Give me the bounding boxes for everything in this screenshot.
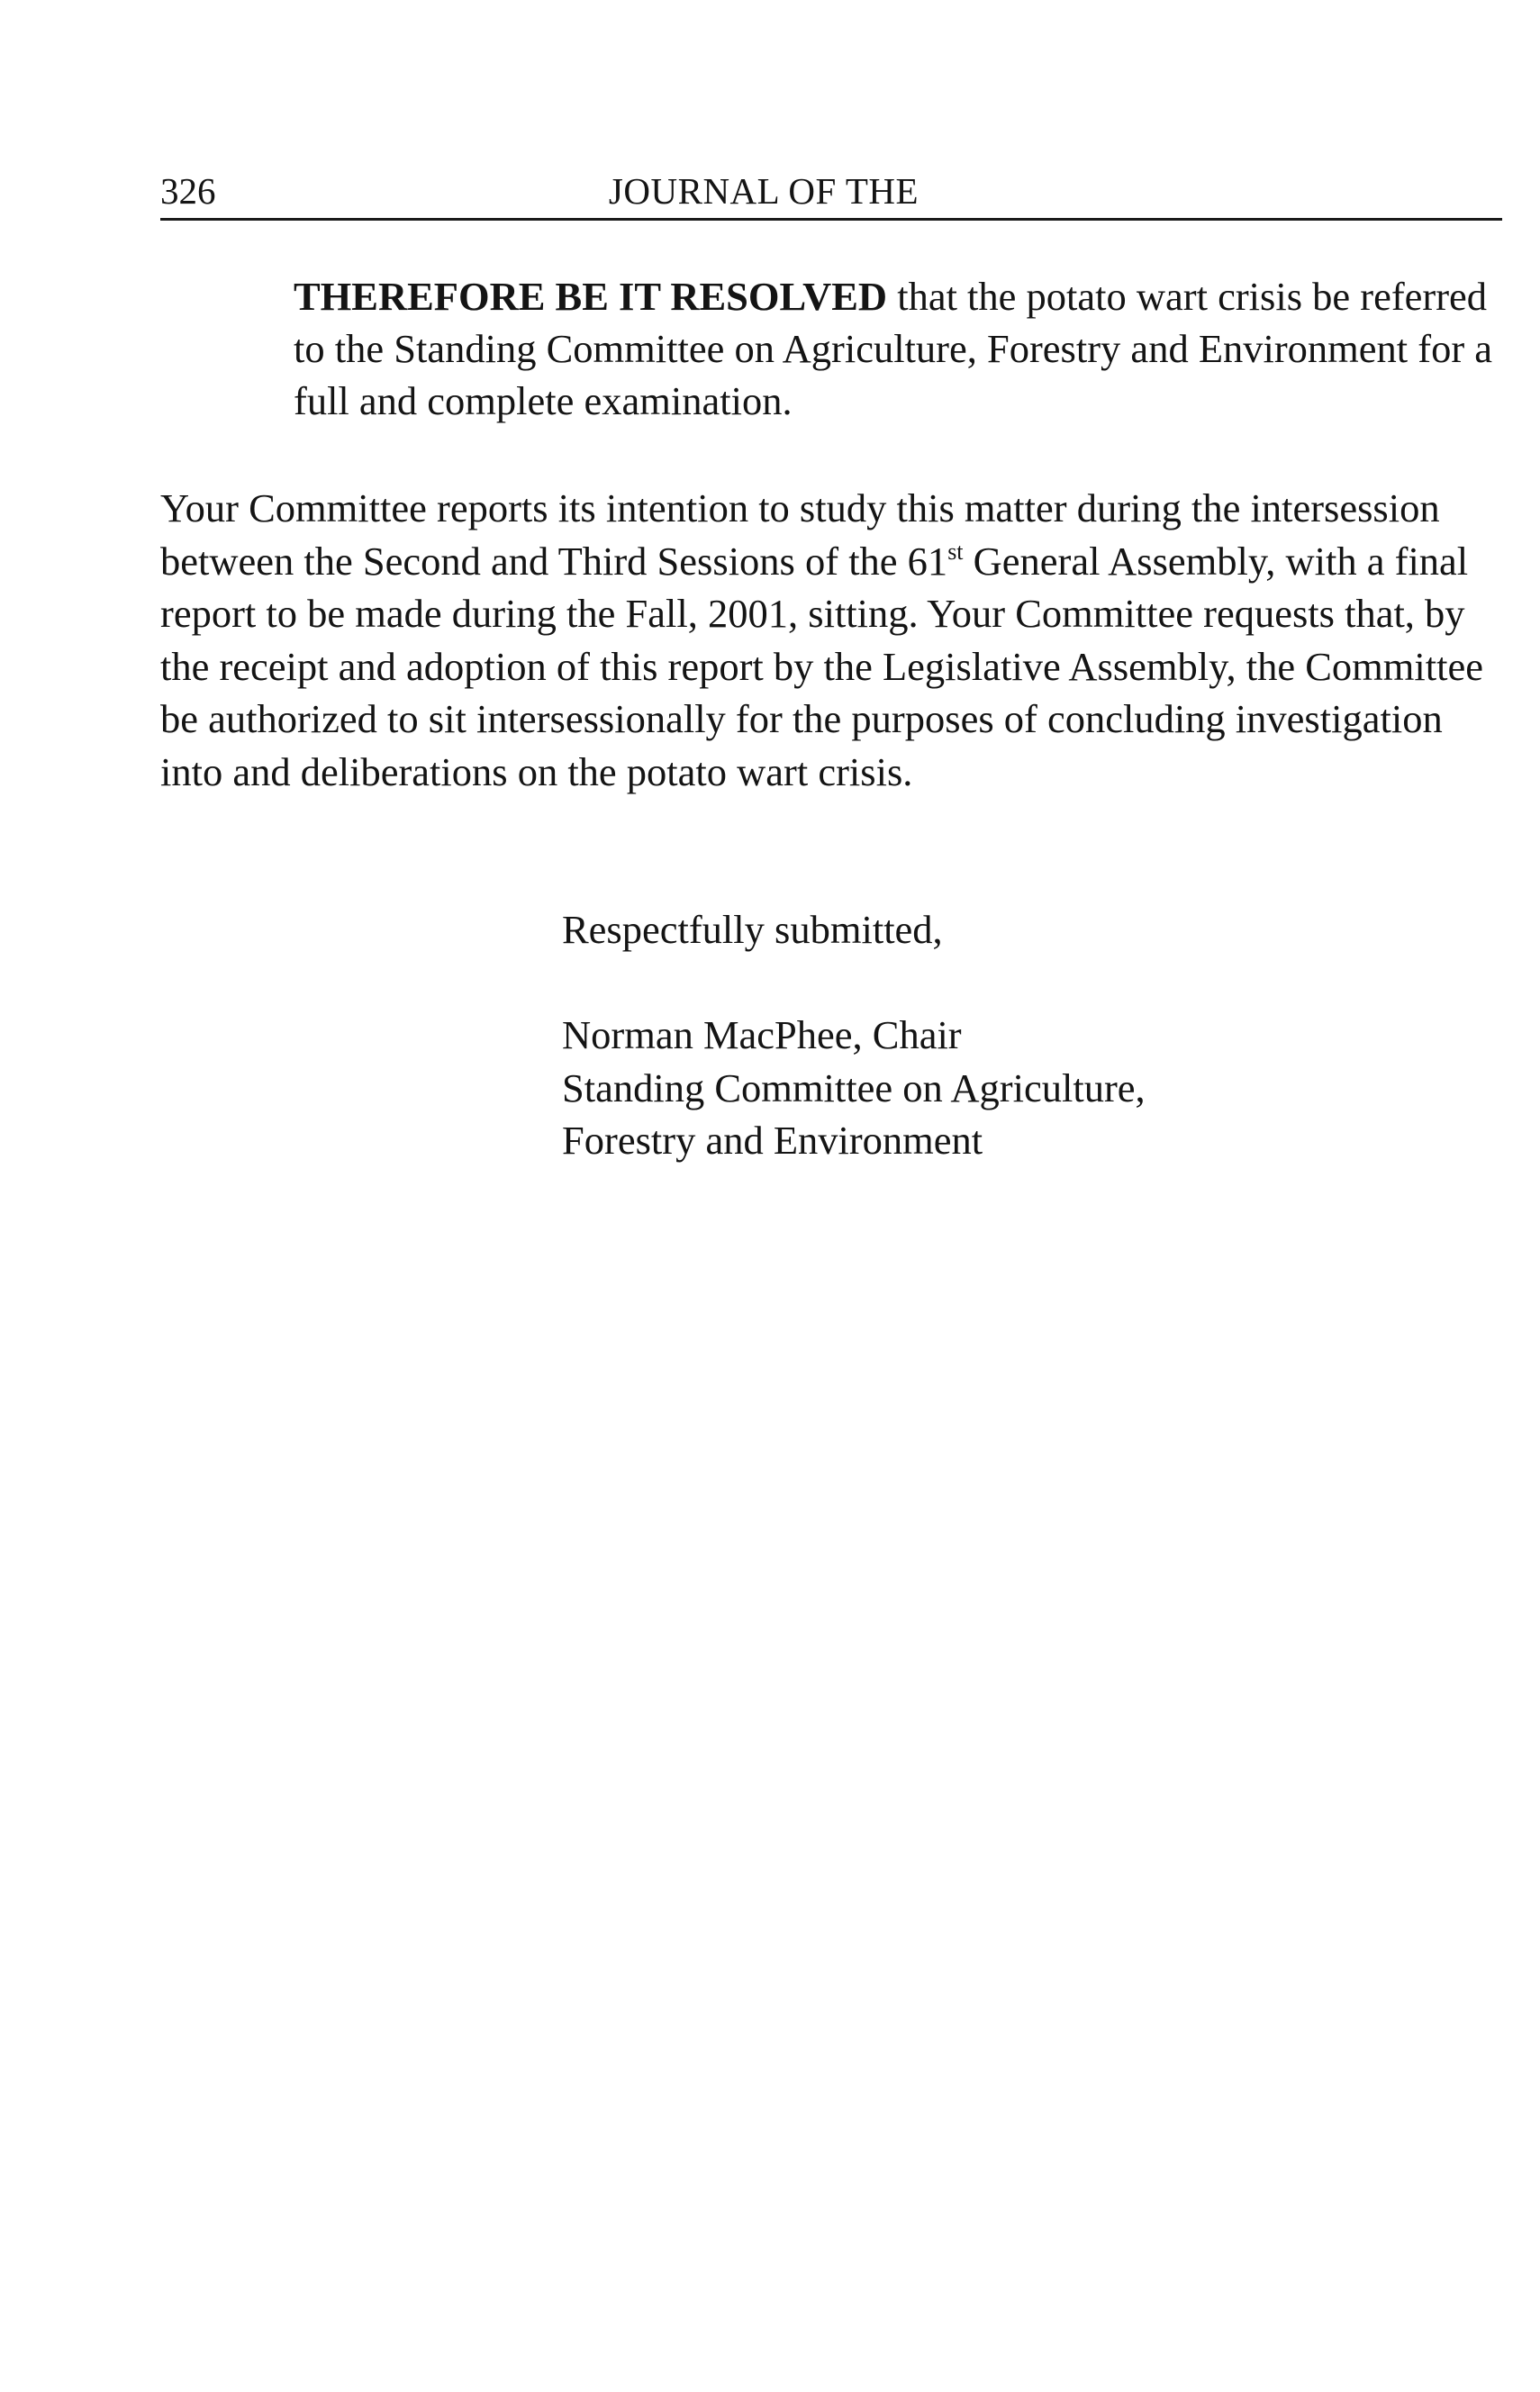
signature-committee-cont: Forestry and Environment [562, 1118, 983, 1163]
page-header [160, 164, 1502, 221]
resolution-lead: THEREFORE BE IT RESOLVED [294, 274, 888, 319]
running-head: JOURNAL OF THE [608, 170, 919, 212]
signature-block [562, 1009, 1146, 1167]
resolution-text: that the potato wart crisis be referred to the Standing Committee on Agriculture, Forestry and Environment for a full and complete examination. [294, 274, 1493, 423]
report-text-part1: Your Committee reports its intention to study this matter during the intersession between the Second and Third Sessions of the 61 [160, 485, 1440, 584]
resolution-paragraph [294, 270, 1500, 427]
signature-committee: Standing Committee on Agriculture, [562, 1065, 1146, 1110]
ordinal-suffix: st [947, 538, 964, 565]
report-text-part2: General Assembly, with a final report to be made during the Fall, 2001, sitting. Your Committee requests that, by the receipt and adoption of this report by the Legislative Assembly, the Committee be authorized to sit intersessionally for the purposes of concluding investigation into and deliberations on the potato wart crisis. [160, 538, 1483, 794]
closing-line: Respectfully submitted, [562, 907, 943, 952]
page-number: 326 [160, 170, 216, 212]
signature-name: Norman MacPhee, Chair [562, 1012, 962, 1057]
report-paragraph [160, 482, 1511, 798]
